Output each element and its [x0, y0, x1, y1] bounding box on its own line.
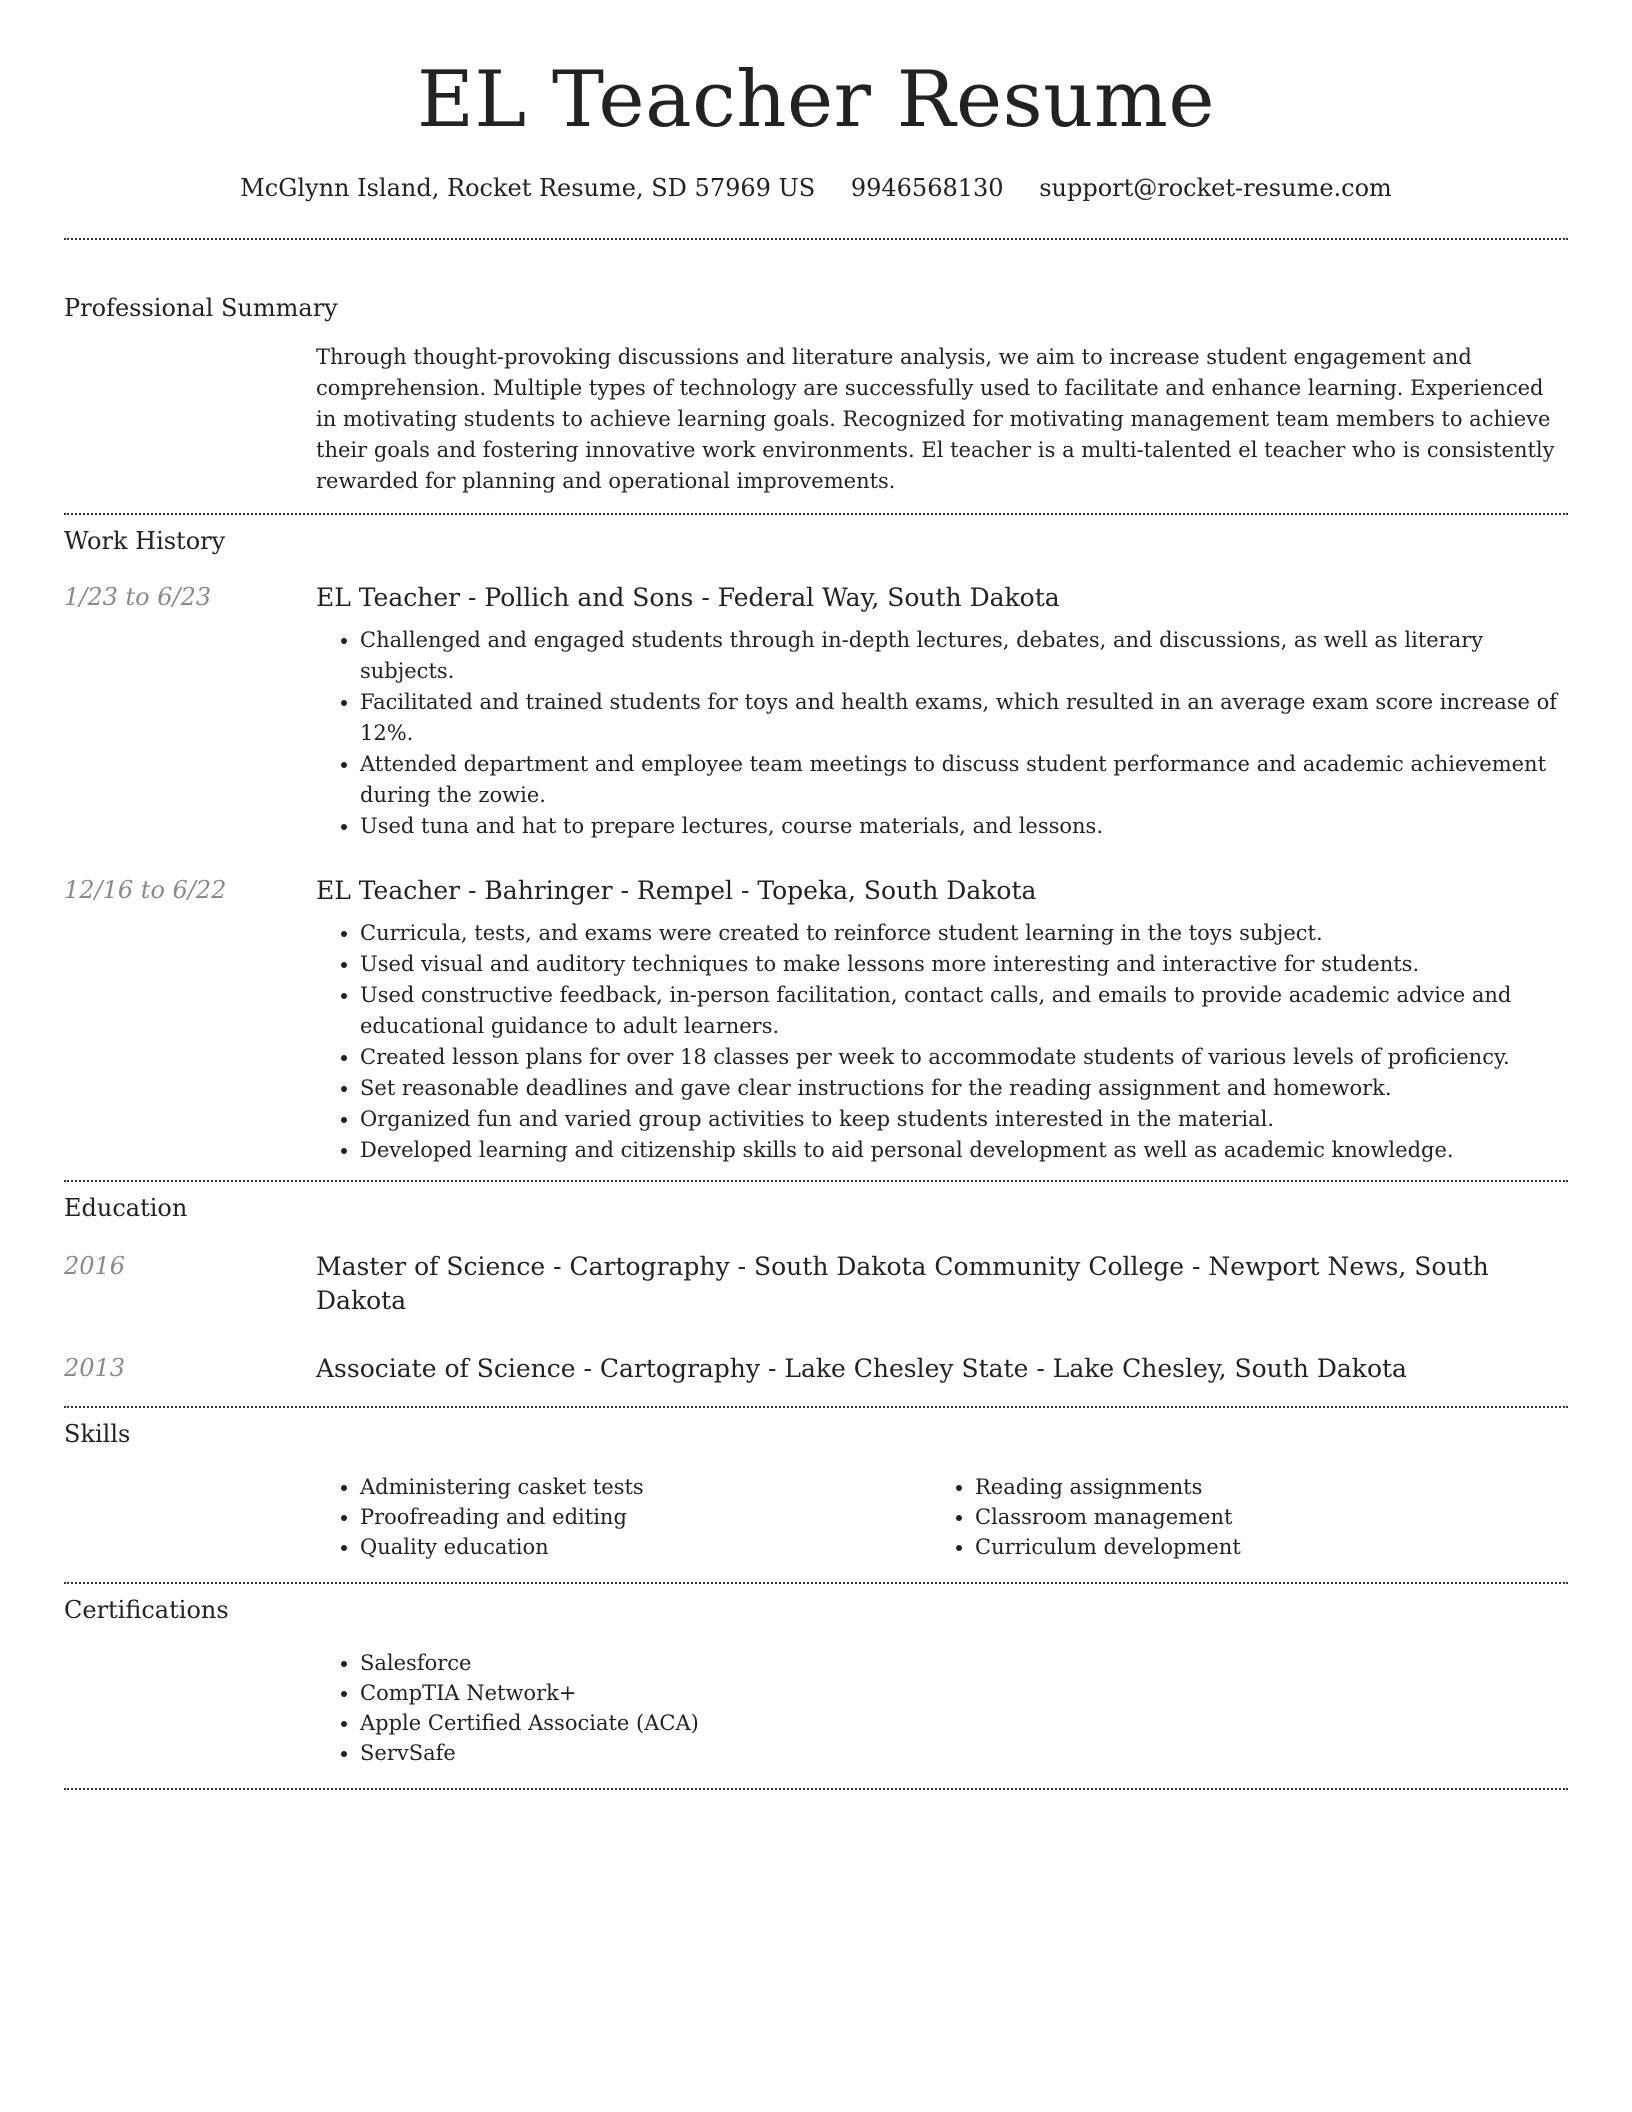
section-title-certifications: Certifications: [64, 1596, 229, 1624]
education-year: 2013: [64, 1354, 126, 1382]
certifications-list: [316, 1648, 1568, 1768]
list-item: • Salesforce: [360, 1648, 1568, 1678]
job-entry: [64, 874, 1568, 1166]
list-item: • Developed learning and citizenship skills to aid personal development as well as academic knowledge.: [360, 1135, 1568, 1166]
work-history-section: [64, 515, 1568, 1166]
list-item: • Created lesson plans for over 18 classes per week to accommodate students of various levels of proficiency.: [360, 1042, 1568, 1073]
list-item: • Attended department and employee team meetings to discuss student performance and academic achievement during the zowie.: [360, 749, 1568, 811]
contact-phone: 9946568130: [850, 174, 1004, 202]
education-text: Associate of Science - Cartography - Lake Chesley State - Lake Chesley, South Dakota: [316, 1354, 1407, 1383]
list-item: • Set reasonable deadlines and gave clear instructions for the reading assignment and homework.: [360, 1073, 1568, 1104]
section-title-summary: Professional Summary: [64, 294, 338, 322]
education-year: 2016: [64, 1252, 126, 1280]
skills-grid: [316, 1472, 1568, 1562]
list-item: • Administering casket tests: [360, 1472, 931, 1502]
list-item: • Challenged and engaged students through in-depth lectures, debates, and discussions, as well as literary subjects.: [360, 625, 1568, 687]
resume-header: [64, 0, 1568, 204]
job-title: EL Teacher - Pollich and Sons - Federal Way, South Dakota: [316, 583, 1060, 612]
education-entry: [64, 1250, 1568, 1318]
section-title-work: Work History: [64, 527, 226, 555]
contact-line: [64, 172, 1568, 204]
list-item: • Used constructive feedback, in-person facilitation, contact calls, and emails to provide academic advice and educational guidance to adult learners.: [360, 980, 1568, 1042]
certifications-section: [64, 1584, 1568, 1768]
job-dates: 12/16 to 6/22: [64, 876, 227, 904]
skills-column: [316, 1472, 931, 1562]
list-item: • Used visual and auditory techniques to make lessons more interesting and interactive for students.: [360, 949, 1568, 980]
list-item: • Reading assignments: [975, 1472, 1546, 1502]
job-title: EL Teacher - Bahringer - Rempel - Topeka, South Dakota: [316, 876, 1037, 905]
list-item: • Apple Certified Associate (ACA): [360, 1708, 1568, 1738]
list-item: • Proofreading and editing: [360, 1502, 931, 1532]
contact-email: support@rocket-resume.com: [1039, 174, 1392, 202]
divider: [64, 1788, 1568, 1790]
list-item: • Organized fun and varied group activities to keep students interested in the material.: [360, 1104, 1568, 1135]
job-entry: [64, 581, 1568, 842]
skills-column: [931, 1472, 1546, 1562]
skills-section: [64, 1408, 1568, 1562]
summary-text: Through thought-provoking discussions and literature analysis, we aim to increase student engagement and comprehension. Multiple types of technology are successfully used to facilitate and enhance learning. Experienced in motivating students to achieve learning goals. Recognized for motivating management team members to achieve their goals and fostering innovative work environments. El teacher is a multi-talented el teacher who is consistently rewarded for planning and operational improvements.: [316, 345, 1555, 493]
section-title-skills: Skills: [64, 1420, 131, 1448]
summary-section: [64, 240, 1568, 497]
list-item: • Quality education: [360, 1532, 931, 1562]
resume-title: EL Teacher Resume: [416, 55, 1216, 145]
list-item: • ServSafe: [360, 1738, 1568, 1768]
job-bullets: [316, 918, 1568, 1166]
list-item: • Used tuna and hat to prepare lectures, course materials, and lessons.: [360, 811, 1568, 842]
education-section: [64, 1182, 1568, 1386]
education-text: Master of Science - Cartography - South Dakota Community College - Newport News, South Dakota: [316, 1252, 1489, 1315]
education-entry: [64, 1352, 1568, 1386]
job-dates: 1/23 to 6/23: [64, 583, 212, 611]
list-item: • Curriculum development: [975, 1532, 1546, 1562]
list-item: • Facilitated and trained students for toys and health exams, which resulted in an average exam score increase of 12%.: [360, 687, 1568, 749]
section-title-education: Education: [64, 1194, 188, 1222]
contact-address: McGlynn Island, Rocket Resume, SD 57969 US: [240, 174, 816, 202]
list-item: • CompTIA Network+: [360, 1678, 1568, 1708]
list-item: • Curricula, tests, and exams were created to reinforce student learning in the toys subject.: [360, 918, 1568, 949]
list-item: • Classroom management: [975, 1502, 1546, 1532]
job-bullets: [316, 625, 1568, 842]
